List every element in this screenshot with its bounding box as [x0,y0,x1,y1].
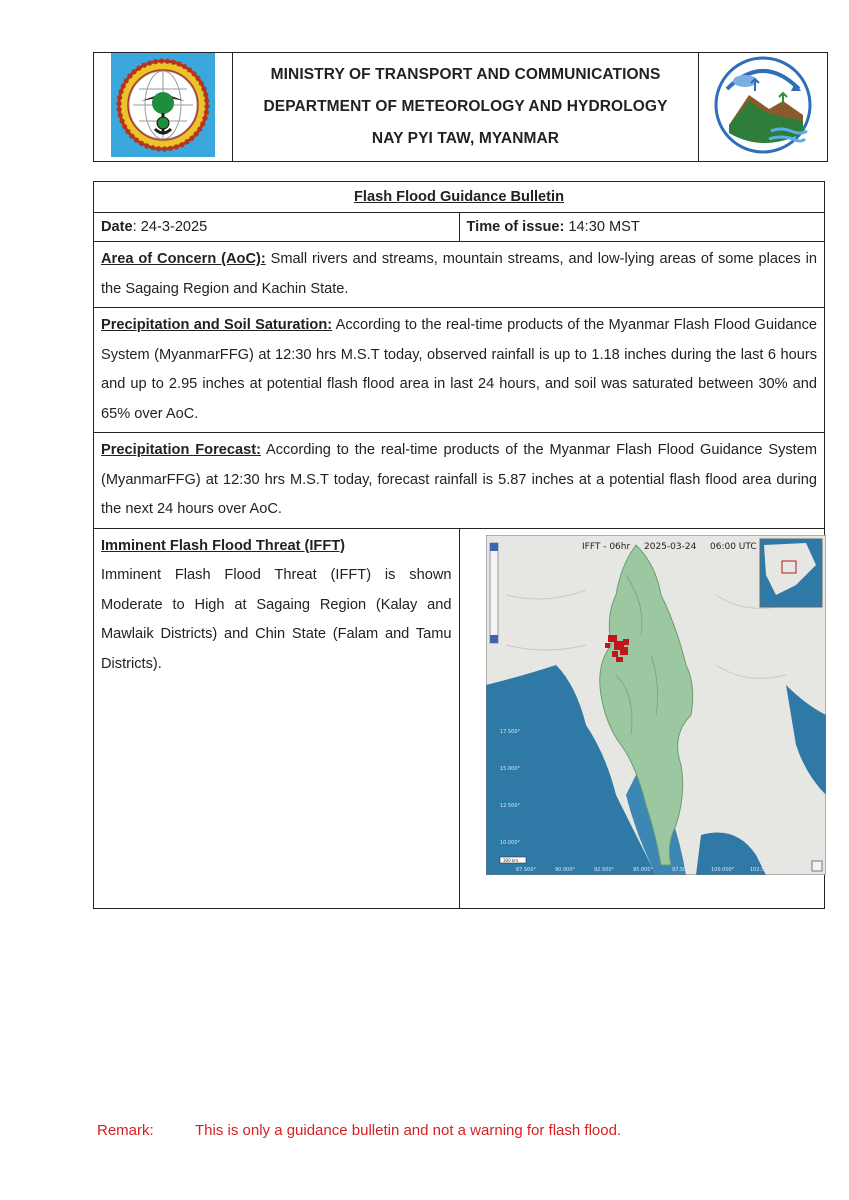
header-title-cell [233,53,699,162]
zoom-control[interactable] [490,543,498,643]
zoom-out-button[interactable] [490,635,498,643]
bulletin-table [93,181,825,909]
ministry-title: MINISTRY OF TRANSPORT AND COMMUNICATIONS [270,66,661,83]
zoom-in-button[interactable] [490,543,498,551]
aoc-label: Area of Concern (AoC): [101,251,266,267]
remark-label: Remark: [97,1122,154,1139]
precipitation-forecast-cell [94,433,825,529]
aoc-text: Small rivers and streams, mountain streams, and low-lying areas of some places in the Sagaing Region and Kachin State. [101,251,817,297]
time-cell [459,213,825,242]
department-title: DEPARTMENT OF METEOROLOGY AND HYDROLOGY [263,98,668,115]
remark [97,1122,621,1139]
fullscreen-button[interactable] [812,861,822,871]
header-table [93,52,828,162]
latitude-label: 12.500° [499,802,520,809]
longitude-label: 90.000° [554,866,575,873]
hydrology-cycle-emblem-icon [711,53,815,157]
date-value: : 24-3-2025 [132,219,208,235]
ministry-emblem-icon [111,53,215,157]
forecast-text: According to the real-time products of the Myanmar Flash Flood Guidance System (MyanmarFFG) at 12:30 hrs M.S.T today, forecast rainfall is 5.87 inches at a potential flash flood area during the next 24 hours over AoC. [101,442,817,517]
map-time: 06:00 UTC [709,541,757,552]
left-logo-cell [94,53,233,162]
bulletin-title: Flash Flood Guidance Bulletin [94,182,825,213]
longitude-label: 92.500° [593,866,614,873]
right-logo-cell [699,53,828,162]
date-label: Date [101,219,133,235]
map-title: IFFT - 06hr [581,541,630,552]
longitude-label: 97.500° [671,866,692,873]
forecast-label: Precipitation Forecast: [101,442,261,458]
longitude-label: 100.000° [710,866,734,873]
longitude-label: 105.000° [788,866,812,873]
longitude-label: 95.000° [632,866,653,873]
ifft-label: Imminent Flash Flood Threat (IFFT) [101,537,346,554]
precipitation-soil-cell [94,308,825,433]
precip-text: According to the real-time products of the Myanmar Flash Flood Guidance System (MyanmarFFG) at 12:30 hrs M.S.T today, observed rainfall is up to 1.18 inches during the last 6 hours and up to 2.95 inches at potential flash flood area in last 24 hours, and soil was saturated between 30% and 65% over AoC. [101,317,817,422]
ifft-text: Imminent Flash Flood Threat (IFFT) is shown Moderate to High at Sagaing Region (Kalay and Mawlaik Districts) and Chin State (Falam and Tamu Districts). [101,567,452,672]
map-date: 2025-03-24 [643,541,696,552]
precip-label: Precipitation and Soil Saturation: [101,317,333,333]
ifft-map [486,535,826,875]
date-cell [94,213,460,242]
longitude-label: 87.500° [515,866,536,873]
location-title: NAY PYI TAW, MYANMAR [371,130,560,147]
scale-label: 300 km [502,857,518,863]
latitude-label: 15.000° [499,765,520,772]
area-of-concern-cell [94,242,825,308]
longitude-label: 102.500° [749,866,773,873]
remark-text: This is only a guidance bulletin and not a warning for flash flood. [195,1122,622,1139]
ifft-cell [94,528,460,908]
latitude-label: 17.500° [499,728,520,735]
time-label: Time of issue: [466,219,565,235]
ifft-map-cell [459,528,825,908]
latitude-label: 10.000° [499,839,520,846]
time-value: 14:30 MST [564,219,640,235]
